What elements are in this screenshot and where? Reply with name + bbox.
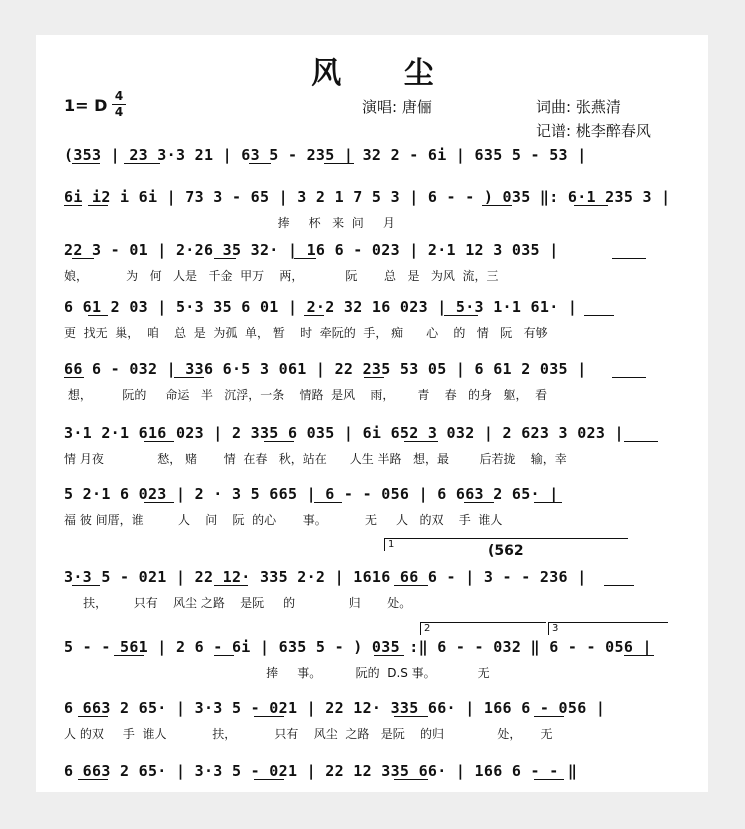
beam-marks <box>64 585 664 591</box>
notation-line: 6 61 2 03 | 5·3 35 6 01 | 2·2 32 16 023 | 5·3 1·1 61· | <box>64 298 578 316</box>
fragment-note: (562 <box>488 543 524 559</box>
lyric-line: 福 彼 间厝，谁 人 问 阮 的心 事。 无 人 的双 手 谁人 <box>64 513 503 527</box>
lyric-line: 捧 杯 来 问 月 <box>64 216 395 230</box>
lyric-line: 更 找无 巢， 咱 总 是 为孤 单， 暂 时 牵阮的 手， 痴 心 的 情 阮 有够 <box>64 326 548 340</box>
volta-bracket-3: 3 <box>548 622 668 635</box>
notation-line: 66 6 - 032 | 336 6·5 3 061 | 22 235 53 05 | 6 61 2 035 | <box>64 360 587 378</box>
score-row <box>64 485 664 525</box>
score-row <box>64 360 664 400</box>
volta-bracket-1: 1 <box>384 538 628 551</box>
transcriber-credit: 记谱: 桃李醉春风 <box>536 122 651 140</box>
lyric-line: 想， 阮的 命运 半 沉浮，一条 情路 是风 雨， 青 春 的身 躯， 看 <box>64 388 548 402</box>
score-row <box>64 568 664 608</box>
beam-marks <box>64 441 664 447</box>
notation-line: 5 - - 561 | 2 6 - 6i | 635 5 - ) 035 :‖ 6 - - 032 ‖ 6 - - 056 | <box>64 638 652 656</box>
beam-marks <box>64 163 664 169</box>
notation-line: 3·3 5 - 021 | 22 12· 335 2·2 | 1616 66 6 - | 3 - - 236 | <box>64 568 587 586</box>
score-row <box>64 298 664 338</box>
notation-line: (353 | 23 3·3 21 | 63 5 - 235 | 32 2 - 6i | 635 5 - 53 | <box>64 146 587 164</box>
beam-marks <box>64 377 664 383</box>
beam-marks <box>64 716 664 722</box>
notation-line: 22 3 - 01 | 2·26 35 32· | 16 6 - 023 | 2·1 12 3 035 | <box>64 241 559 259</box>
lyric-line: 情 月夜 愁， 赌 情 在春 秋，站在 人生 半路 想，最 后若拢 输，幸 <box>64 452 567 466</box>
beam-marks <box>64 205 664 211</box>
page-bottom-edge <box>36 792 708 829</box>
score-row <box>64 241 664 281</box>
lyric-line: 捧 事。 阮的 D.S 事。 无 <box>64 666 490 680</box>
score-row <box>64 699 664 739</box>
beam-marks <box>64 502 664 508</box>
beam-marks <box>64 655 664 661</box>
singer-credit: 演唱: 唐俪 <box>362 98 432 116</box>
time-signature-bottom: 4 <box>114 105 124 119</box>
notation-line: 6 663 2 65· | 3·3 5 - 021 | 22 12· 335 66· | 166 6 - 056 | <box>64 699 606 717</box>
score-row <box>64 638 664 678</box>
score-row <box>64 146 664 186</box>
beam-marks <box>64 315 664 321</box>
composer-credit: 词曲: 张燕清 <box>536 98 621 116</box>
beam-marks <box>64 258 664 264</box>
notation-line: 6 663 2 65· | 3·3 5 - 021 | 22 12 335 66· | 166 6 - - ‖ <box>64 762 578 780</box>
score-row <box>64 424 664 464</box>
beam-marks <box>64 779 664 785</box>
notation-line: 5 2·1 6 023 | 2 · 3 5 665 | 6 - - 056 | 6 663 2 65· | <box>64 485 559 503</box>
lyric-line: 娘， 为 何 人是 千金 甲万 两， 阮 总 是 为风 流，三 <box>64 269 499 283</box>
time-signature <box>112 90 126 119</box>
notation-line: 6i i2 i 6i | 73 3 - 65 | 3 2 1 7 5 3 | 6 - - ) 035 ‖: 6·1 235 3 | <box>64 188 671 206</box>
score-row <box>64 188 671 230</box>
notation-line: 3·1 2·1 616 023 | 2 335 6 035 | 6i 652 3 032 | 2 623 3 023 | <box>64 424 624 442</box>
volta-bracket-2: 2 <box>420 622 546 635</box>
lyric-line: 扶， 只有 风尘 之路 是阮 的 归 处。 <box>64 596 412 610</box>
key-signature: 1= D <box>64 96 108 115</box>
lyric-line: 人 的双 手 谁人 扶， 只有 风尘 之路 是阮 的归 处， 无 <box>64 727 553 741</box>
time-signature-top: 4 <box>114 89 124 103</box>
song-title: 风 尘 <box>311 56 460 91</box>
